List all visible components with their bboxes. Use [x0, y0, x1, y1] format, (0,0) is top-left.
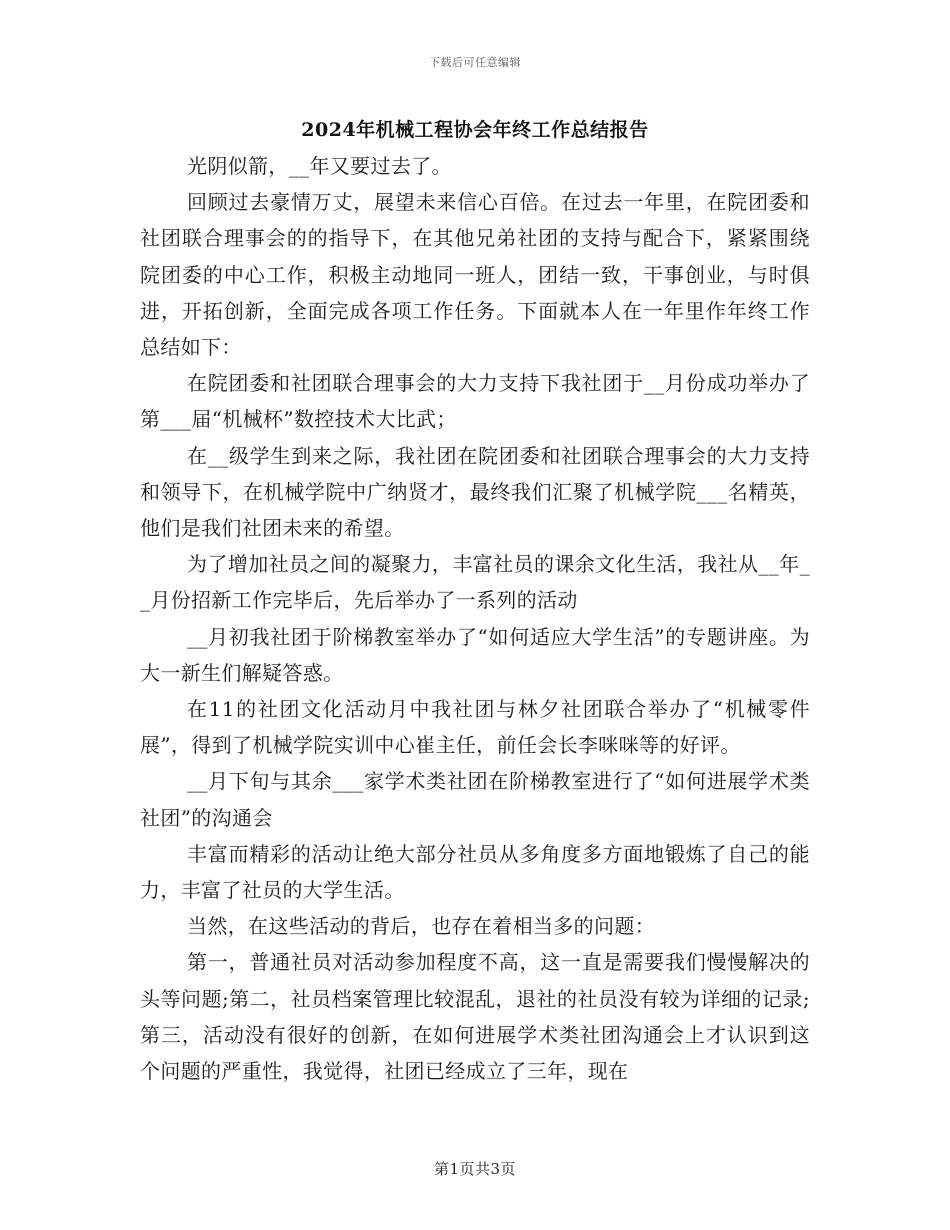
paragraph-10: 当然，在这些活动的背后，也存在着相当多的问题： — [187, 914, 656, 939]
document-body — [140, 148, 810, 1089]
page-footer-page-number: 第1页共3页 — [433, 1160, 517, 1178]
paragraph-11: 第一，普通社员对活动参加程度不高，这一直是需要我们慢慢解决的头等问题;第二，社员档案管理比较混乱，退社的社员没有较为详细的记录;第三，活动没有很好的创新，在如何进展学术类社团沟通会上才认识到这个问题的严重性，我觉得，社团已经成立了三年，现在 — [140, 950, 810, 1084]
paragraph-2: 回顾过去豪情万丈，展望未来信心百倍。在过去一年里，在院团委和社团联合理事会的的指导下，在其他兄弟社团的支持与配合下，紧紧围绕院团委的中心工作，积极主动地同一班人，团结一致，干事创业，与时俱进，开拓创新，全面完成各项工作任务。下面就本人在一年里作年终工作总结如下： — [140, 190, 810, 360]
paragraph-6: __月初我社团于阶梯教室举办了“如何适应大学生活”的专题讲座。为大一新生们解疑答惑。 — [140, 624, 810, 685]
document-title: 2024年机械工程协会年终工作总结报告 — [301, 119, 649, 141]
paragraph-3: 在院团委和社团联合理事会的大力支持下我社团于__月份成功举办了第___届“机械杯”数控技术大比武； — [140, 371, 810, 432]
paragraph-4: 在__级学生到来之际，我社团在院团委和社团联合理事会的大力支持和领导下，在机械学院中广纳贤才，最终我们汇聚了机械学院___名精英，他们是我们社团未来的希望。 — [140, 443, 810, 541]
paragraph-9: 丰富而精彩的活动让绝大部分社员从多角度多方面地锻炼了自己的能力，丰富了社员的大学生活。 — [140, 841, 810, 903]
page-header-note: 下载后可任意编辑 — [429, 56, 521, 69]
paragraph-1: 光阴似箭，__年又要过去了。 — [187, 154, 452, 178]
paragraph-7: 在11的社团文化活动月中我社团与林夕社团联合举办了“机械零件展”，得到了机械学院实训中心崔主任，前任会长李咪咪等的好评。 — [140, 697, 810, 758]
paragraph-8: __月下旬与其余___家学术类社团在阶梯教室进行了“如何进展学术类社团”的沟通会 — [140, 769, 810, 830]
paragraph-5: 为了增加社员之间的凝聚力，丰富社员的课余文化生活，我社从__年__月份招新工作完毕后，先后举办了一系列的活动 — [140, 552, 810, 613]
